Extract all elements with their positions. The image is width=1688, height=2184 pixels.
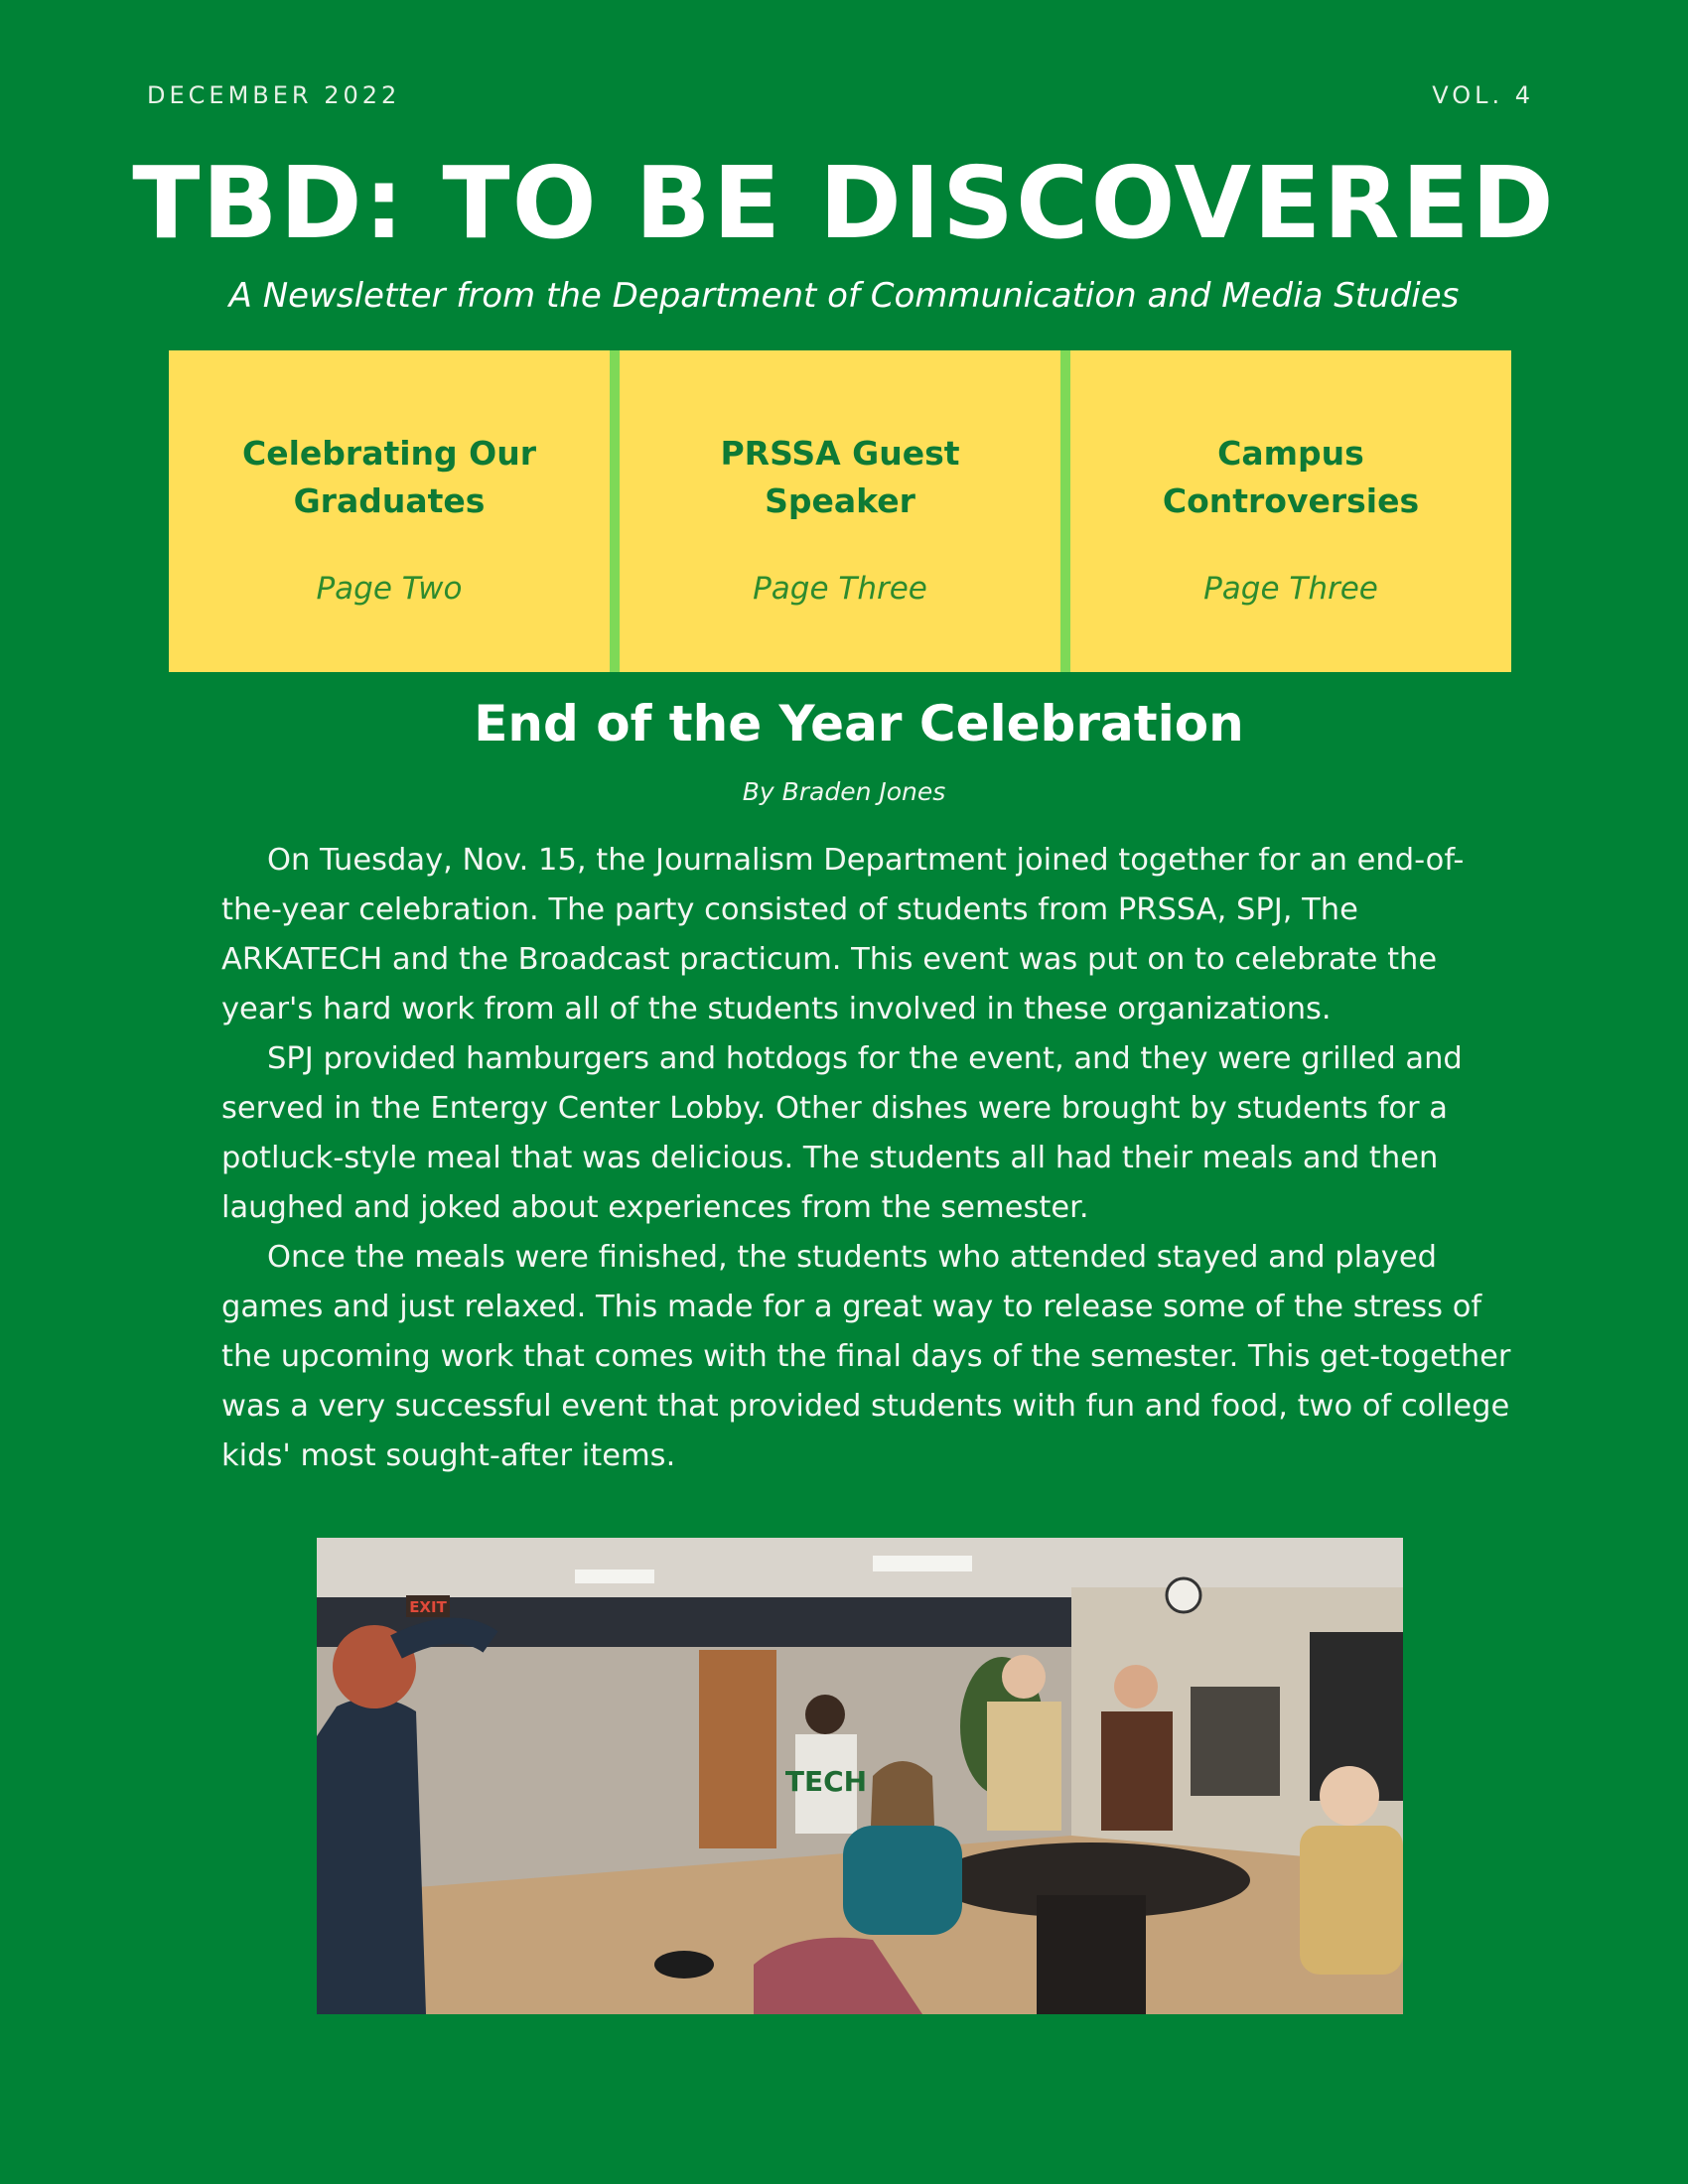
toc-item-page: Page Three [1203,571,1378,607]
table-of-contents [169,350,1511,672]
toc-item-campus-controversies[interactable] [1070,350,1511,672]
article-paragraph: On Tuesday, Nov. 15, the Journalism Department joined together for an end-of-the-year celebration. The party consisted of students from PRSSA, SPJ, The ARKATECH and the Broadcast practicum. This event was put on to celebrate the year's hard work from all of the students involved in these organizations. [221,843,1465,1026]
exit-sign-text: EXIT [409,1598,447,1616]
toc-item-page: Page Three [753,571,927,607]
newsletter-tagline: A Newsletter from the Department of Communication and Media Studies [228,276,1460,316]
article-paragraph: SPJ provided hamburgers and hotdogs for the event, and they were grilled and served in the Entergy Center Lobby. Other dishes were brought by students for a potluck-style meal that was delicious. The students all had their meals and then laughed and joked about experiences from the semester. [221,1041,1463,1225]
toc-item-prssa-speaker[interactable] [620,350,1060,672]
article-headline: End of the Year Celebration [474,695,1244,752]
article-body [221,836,1512,1481]
toc-divider [610,350,620,672]
newsletter-title: TBD: TO BE DISCOVERED [132,145,1556,261]
article-paragraph: Once the meals were finished, the students who attended stayed and played games and just relaxed. This made for a great way to release some of the stress of the upcoming work that comes with the final days of the semester. This get-together was a very successful event that provided students with fun and food, two of college kids' most sought-after items. [221,1240,1511,1473]
toc-item-title: PRSSA Guest Speaker [720,434,960,520]
issue-volume: VOL. 4 [1432,81,1534,109]
shirt-text: TECH [784,1765,868,1798]
toc-item-title: Celebrating Our Graduates [242,434,536,520]
event-photo [317,1538,1403,2014]
toc-item-title: Campus Controversies [1162,434,1420,520]
toc-item-graduates[interactable] [169,350,610,672]
toc-divider [1060,350,1070,672]
event-photo-illustration [317,1538,1403,2014]
toc-item-page: Page Two [316,571,463,607]
issue-date: DECEMBER 2022 [147,81,401,109]
article-byline: By Braden Jones [742,777,946,806]
